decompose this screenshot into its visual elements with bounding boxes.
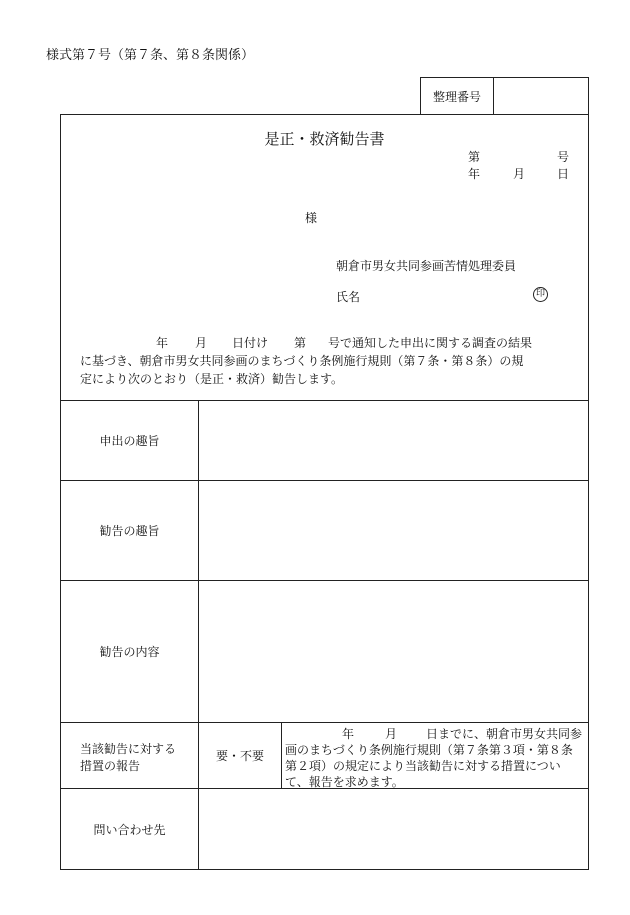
- report-text-line3: 第２項）の規定により当該勧告に対する措置につい: [285, 759, 561, 773]
- report-text-line2: 画のまちづくり条例施行規則（第７条第３項・第８条: [285, 743, 573, 757]
- seal-mark: 印: [533, 287, 548, 302]
- request-summary-field[interactable]: [199, 401, 588, 480]
- recommendation-summary-label: 勧告の趣旨: [99, 524, 160, 538]
- recommendation-details-field[interactable]: [199, 581, 588, 722]
- requirement-column-divider: [281, 722, 282, 788]
- document-title: 是正・救済勧告書: [264, 130, 385, 148]
- report-deadline-year: 年: [342, 727, 355, 741]
- signer-name-label: 氏名: [336, 290, 361, 304]
- intro-number-prefix: 第: [294, 336, 307, 350]
- measure-report-label-line2: 措置の報告: [80, 759, 141, 773]
- report-deadline-text: 日までに、朝倉市男女共同参: [426, 727, 583, 741]
- recommendation-summary-field[interactable]: [199, 481, 588, 580]
- intro-year: 年: [156, 336, 169, 350]
- intro-line3: 定により次のとおり（是正・救済）勧告します。: [80, 372, 344, 386]
- report-deadline-month: 月: [385, 727, 398, 741]
- date-day: 日: [557, 167, 570, 181]
- intro-month: 月: [195, 336, 208, 350]
- intro-line1-text: 号で通知した申出に関する調査の結果: [328, 336, 533, 350]
- intro-date-suffix: 日付け: [232, 336, 269, 350]
- document-number-prefix: 第: [468, 150, 481, 164]
- date-year: 年: [468, 167, 481, 181]
- contact-field[interactable]: [199, 789, 588, 869]
- measure-report-requirement[interactable]: 要・不要: [215, 749, 264, 763]
- intro-line2: に基づき、朝倉市男女共同参画のまちづくり条例施行規則（第７条・第８条）の規: [80, 354, 524, 368]
- document-number-suffix: 号: [557, 150, 570, 164]
- contact-label: 問い合わせ先: [93, 822, 166, 837]
- date-month: 月: [513, 167, 526, 181]
- form-number: 様式第７号（第７条、第８条関係）: [46, 48, 255, 63]
- reference-number-label: 整理番号: [432, 89, 481, 104]
- report-text-line4: て、報告を求めます。: [285, 775, 404, 789]
- reference-number-field[interactable]: [494, 78, 588, 114]
- row-divider-3: [60, 722, 589, 723]
- request-summary-label: 申出の趣旨: [99, 434, 160, 448]
- addressee-suffix: 様: [305, 211, 318, 225]
- measure-report-label-line1: 当該勧告に対する: [80, 742, 177, 756]
- recommendation-details-label: 勧告の内容: [99, 645, 160, 659]
- issuer-name: 朝倉市男女共同参画苦情処理委員: [336, 259, 517, 273]
